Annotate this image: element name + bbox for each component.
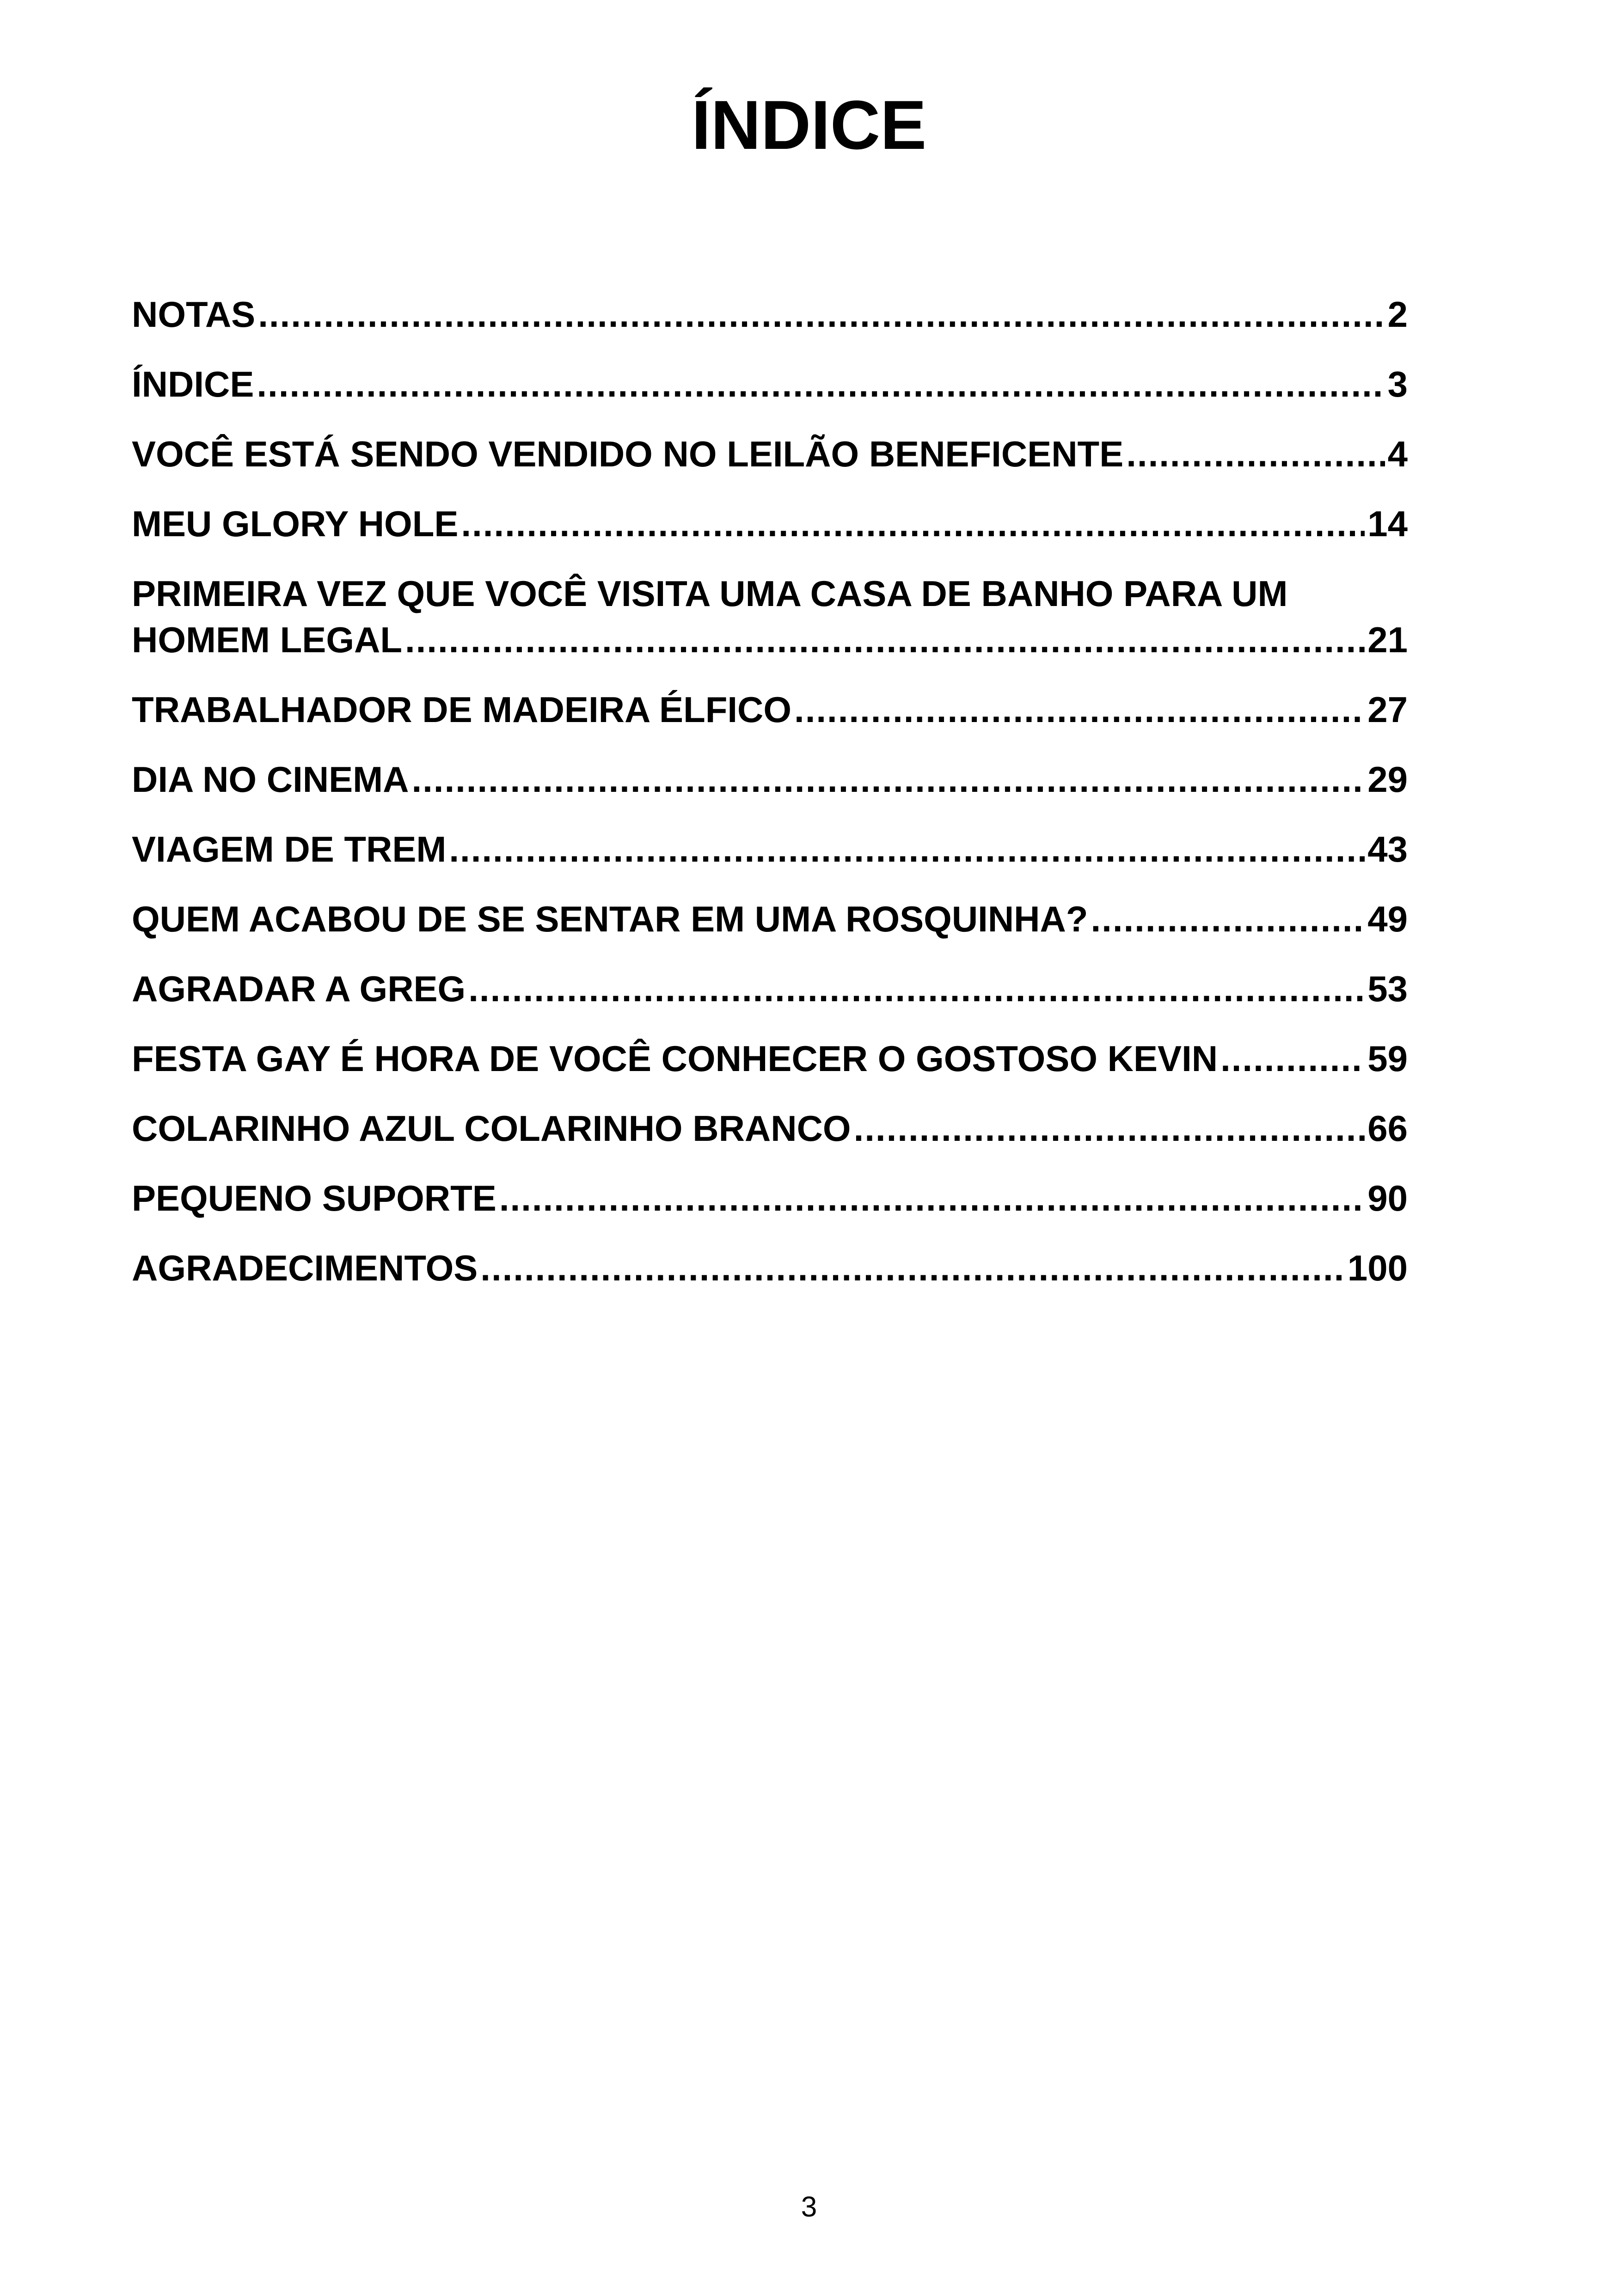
toc-leader-dots bbox=[854, 1105, 1365, 1151]
toc-leader-dots bbox=[468, 966, 1365, 1012]
toc-entry-page: 27 bbox=[1367, 689, 1408, 730]
toc-entry-title: ÍNDICE bbox=[132, 364, 254, 404]
toc-entry-title: QUEM ACABOU DE SE SENTAR EM UMA ROSQUINHA? bbox=[132, 899, 1088, 939]
toc-entry-dia-no-cinema[interactable] bbox=[132, 756, 1408, 802]
toc-entry-title: PEQUENO SUPORTE bbox=[132, 1178, 496, 1218]
toc-leader-dots bbox=[405, 617, 1365, 663]
toc-entry-page: 90 bbox=[1367, 1178, 1408, 1218]
toc-entry-page: 14 bbox=[1367, 503, 1408, 544]
toc-entry-page: 66 bbox=[1367, 1108, 1408, 1149]
toc-leader-dots bbox=[794, 686, 1365, 733]
toc-entry-agradar-a-greg[interactable] bbox=[132, 966, 1408, 1012]
toc-entry-pequeno-suporte[interactable] bbox=[132, 1175, 1408, 1221]
toc-leader-dots bbox=[449, 826, 1365, 872]
toc-leader-dots bbox=[1220, 1035, 1365, 1082]
toc-leader-dots bbox=[1091, 896, 1365, 942]
toc-entry-page: 59 bbox=[1367, 1038, 1408, 1079]
toc-entry-festa-gay[interactable] bbox=[132, 1035, 1408, 1082]
toc-entry-page: 3 bbox=[1387, 364, 1408, 404]
toc-entry-agradecimentos[interactable] bbox=[132, 1245, 1408, 1291]
toc-entry-title: NOTAS bbox=[132, 294, 256, 335]
toc-entry-page: 43 bbox=[1367, 829, 1408, 869]
footer-page-number: 3 bbox=[801, 2191, 817, 2223]
toc-entry-title-line2: HOMEM LEGAL bbox=[132, 619, 402, 660]
toc-entry-indice[interactable] bbox=[132, 361, 1408, 407]
toc-entry-title-line1: PRIMEIRA VEZ QUE VOCÊ VISITA UMA CASA DE BANHO PARA UM bbox=[132, 573, 1288, 614]
toc-entry-title: VIAGEM DE TREM bbox=[132, 829, 447, 869]
toc-entry-notas[interactable] bbox=[132, 291, 1408, 337]
toc-leader-dots bbox=[257, 361, 1385, 407]
toc-entry-viagem-de-trem[interactable] bbox=[132, 826, 1408, 872]
toc-entry-colarinho[interactable] bbox=[132, 1105, 1408, 1151]
toc-entry-page: 4 bbox=[1387, 434, 1408, 474]
toc-entry-title: DIA NO CINEMA bbox=[132, 759, 409, 800]
toc-leader-dots bbox=[499, 1175, 1365, 1221]
toc-entry-title: FESTA GAY É HORA DE VOCÊ CONHECER O GOSTOSO KEVIN bbox=[132, 1038, 1218, 1079]
toc-entry-madeira-elfico[interactable] bbox=[132, 686, 1408, 733]
toc-entry-title: VOCÊ ESTÁ SENDO VENDIDO NO LEILÃO BENEFICENTE bbox=[132, 434, 1124, 474]
toc-entry-casa-de-banho[interactable] bbox=[132, 570, 1408, 663]
toc-entry-leilao-beneficente[interactable] bbox=[132, 431, 1408, 477]
page-title: ÍNDICE bbox=[691, 86, 927, 164]
toc-leader-dots bbox=[461, 501, 1365, 547]
toc-entry-title: MEU GLORY HOLE bbox=[132, 503, 459, 544]
toc-entry-page: 53 bbox=[1367, 968, 1408, 1009]
toc-entry-title: AGRADECIMENTOS bbox=[132, 1248, 478, 1288]
toc-leader-dots bbox=[480, 1245, 1345, 1291]
toc-entry-title: AGRADAR A GREG bbox=[132, 968, 466, 1009]
toc-entry-page: 49 bbox=[1367, 899, 1408, 939]
toc-entry-page: 29 bbox=[1367, 759, 1408, 800]
toc-entry-title: COLARINHO AZUL COLARINHO BRANCO bbox=[132, 1108, 851, 1149]
toc-entry-page: 2 bbox=[1387, 294, 1408, 335]
toc-entry-page: 100 bbox=[1347, 1248, 1408, 1288]
toc-entry-glory-hole[interactable] bbox=[132, 501, 1408, 547]
table-of-contents bbox=[132, 291, 1408, 1315]
toc-leader-dots bbox=[1126, 431, 1385, 477]
toc-leader-dots bbox=[258, 291, 1385, 337]
toc-entry-title: TRABALHADOR DE MADEIRA ÉLFICO bbox=[132, 689, 792, 730]
toc-entry-rosquinha[interactable] bbox=[132, 896, 1408, 942]
toc-entry-page: 21 bbox=[1367, 619, 1408, 660]
toc-leader-dots bbox=[411, 756, 1365, 802]
